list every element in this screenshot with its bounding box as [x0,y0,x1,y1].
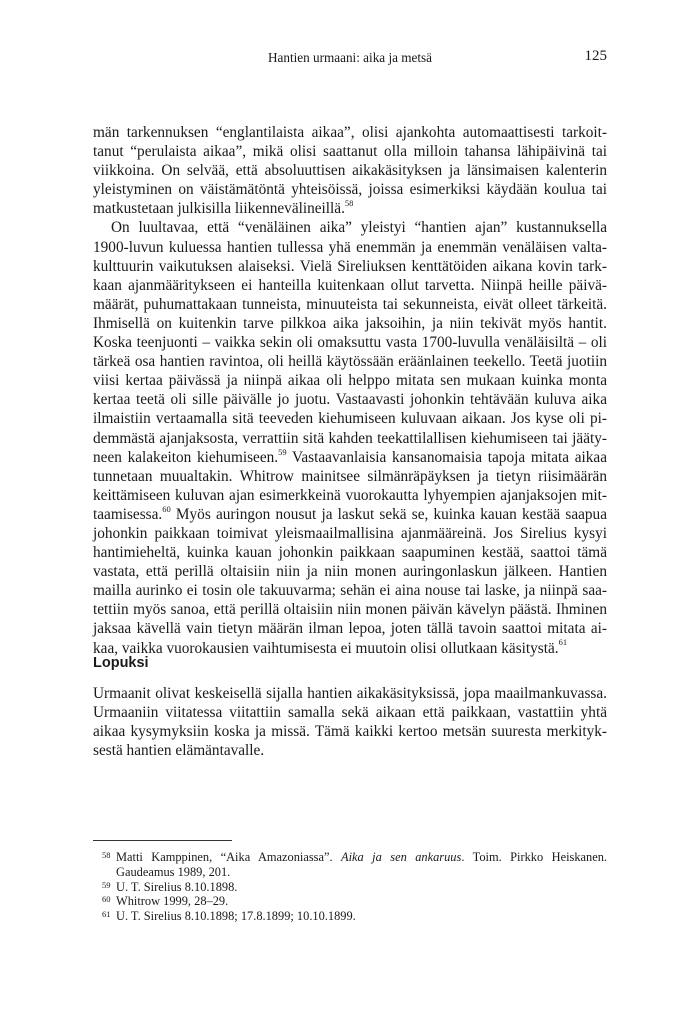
footnote-line [116,850,607,865]
text-fragment: matkustetaan julkisilla liikennevälineillä. [93,200,345,218]
body-text [93,123,607,658]
footnote-number: 58 [102,850,111,860]
text-fragment: Matti Kamppinen, “Aika Amazoniassa”. [116,850,342,864]
text-fragment: kaa, vaikka vuorokausien vaihtumisesta ei muutoin olisi ollutkaan käsitystä. [93,639,559,657]
footnote [93,909,607,924]
footnote [93,880,607,895]
footnote-divider [93,840,232,841]
text-line: viisi kertaa päivässä ja niinpä aikaa oli helppo mitata sen mukaan kuinka monta [93,372,607,390]
text-line: jaksaa kävellä vain tietyn määrän ilman lepoa, joten tällä tavoin saattoi mitata ai- [93,620,607,638]
footnote-number: 61 [102,909,111,920]
footnote [93,894,607,909]
footnote-ref: 59 [278,446,287,457]
footnote [93,850,607,880]
text-line: yleistyminen on väistämätöntä yhteisöissä, joissa esimerkiksi käydään koulua tai [93,181,607,199]
text-line: tunnetaan muualtakin. Whitrow mainitsee silmänräpäyksen ja tietyn riisimäärän [93,467,607,485]
text-fragment: . Toim. Pirkko Heiskanen. [461,850,608,864]
text-line: kertaa teetä oli sille päivälle jo juotu. Vastaavasti johonkin tehtävään kuluva aika [93,391,607,409]
text-line: Urmaaniin viitatessa viitattiin samalla sekä aikaan että paikkaan, vastattiin yhtä [93,704,607,722]
footnote-ref: 61 [558,637,568,648]
text-fragment: taamisessa. [93,505,163,523]
footnote-ref: 60 [162,503,171,514]
text-line [93,199,607,218]
text-line: keittämiseen kuluvan ajan esimerkkeinä vuorokautta lyhyempien ajanjaksojen mit- [93,486,607,504]
footnote-line: Whitrow 1999, 28–29. [116,894,229,909]
text-line [93,448,607,467]
text-fragment: neen kalakeiton kiehumiseen. [93,448,279,466]
text-line: tärkeä osa hantien ravintoa, oli heillä käytössään eräänlainen teekello. Teetä juotiin [93,353,607,371]
section-heading: Lopuksi [93,655,149,671]
text-line: demmästä ajanjaksosta, verrattiin sitä kahden teekattilallisen kiehumiseen tai jääty- [93,429,607,447]
text-line: 1900-luvun kuluessa hantien tullessa yhä enemmän ja enemmän venäläisen valta- [93,238,607,256]
text-line: mailla aurinko ei tosin ole takuuvarma; sehän ei aina nouse tai laske, ja niinpä saa- [93,582,607,600]
text-line [93,505,607,524]
running-head [93,48,607,68]
text-line [93,639,607,658]
text-fragment: Vastaavanlaisia kansanomaisia tapoja mitata aikaa [286,448,608,466]
text-line: tettiin myös sanoa, että perillä oltaisiin niin monen päivän kävelyn päästä. Ihminen [93,601,607,619]
closing-paragraph [93,684,607,760]
text-line: tanut “perulaista aikaa”, mikä olisi saattanut olla milloin tahansa lähipäivinä tai [93,143,607,161]
text-line: män tarkennuksen “englantilaista aikaa”, olisi ajankohta automaattisesti tarkoit- [93,124,607,141]
text-line: ilmaistiin vertaamalla sitä teeveden kiehumiseen kuluvaan aikaan. Jos kyse oli pi- [93,410,607,428]
page-number: 125 [584,48,607,64]
paragraph-2 [93,218,607,657]
footnotes [93,850,607,924]
text-line: viikkoina. On selvää, että absoluuttisen aikakäsityksen ja länsimaisen kalenterin [93,162,607,180]
text-line: aikaa kysymyksiin koska ja missä. Tämä kaikki kertoo metsän suuresta merkityk- [93,723,607,741]
text-line: Urmaanit olivat keskeisellä sijalla hantien aikakäsityksissä, jopa maailmankuvassa. [93,685,607,702]
text-line: kaan ajanmääritykseen ei hanteilla kuitenkaan ollut tarvetta. Niinpä heille päivä- [93,276,607,294]
text-line: hantimieheltä, kuinka kauan johonkin paikkaan saapuminen kestää, saattoi tämä [93,544,607,562]
text-line: On luultavaa, että “venäläinen aika” yleistyi “hantien ajan” kustannuksella [111,219,607,237]
text-line: Koska teenjuonti – vaikka sekin oli omaksuttu vasta 1700-luvulla venäläisiltä – oli [93,334,607,352]
footnote-line: Gaudeamus 1989, 201. [116,864,231,879]
text-line: vastata, että perillä oltaisiin niin ja niin monen auringonlaskun jälkeen. Hantien [93,563,607,581]
paragraph-1 [93,123,607,218]
text-line: kulttuurin vaikutuksen alaiseksi. Vielä Sireliuksen kenttätöiden aikana kovin tark- [93,257,607,275]
text-line: määrät, puhumattakaan tunneista, minuuteista tai sekunneista, eivät olleet tärkeitä. [93,295,607,313]
footnote-title: Aika ja sen ankaruus [341,850,462,864]
footnote-number: 60 [102,894,111,905]
text-line: johonkin paikkaan toimivat yleismaailmallisina ajanmääreinä. Jos Sirelius kysyi [93,524,607,542]
footnote-ref: 58 [344,198,354,209]
text-line: Ihmisellä on kuitenkin tarve pilkkoa aika jaksoihin, ja niin tekivät myös hantit. [93,314,607,332]
footnote-line: U. T. Sirelius 8.10.1898; 17.8.1899; 10.10.1899. [116,909,356,924]
running-title: Hantien urmaani: aika ja metsä [267,50,433,65]
text-line: sestä hantien elämäntavalle. [93,742,265,760]
footnote-line: U. T. Sirelius 8.10.1898. [116,879,238,894]
footnote-number: 59 [102,879,111,890]
text-fragment: Myös auringon nousut ja laskut sekä se, kuinka kauan kestää saapua [170,505,607,523]
